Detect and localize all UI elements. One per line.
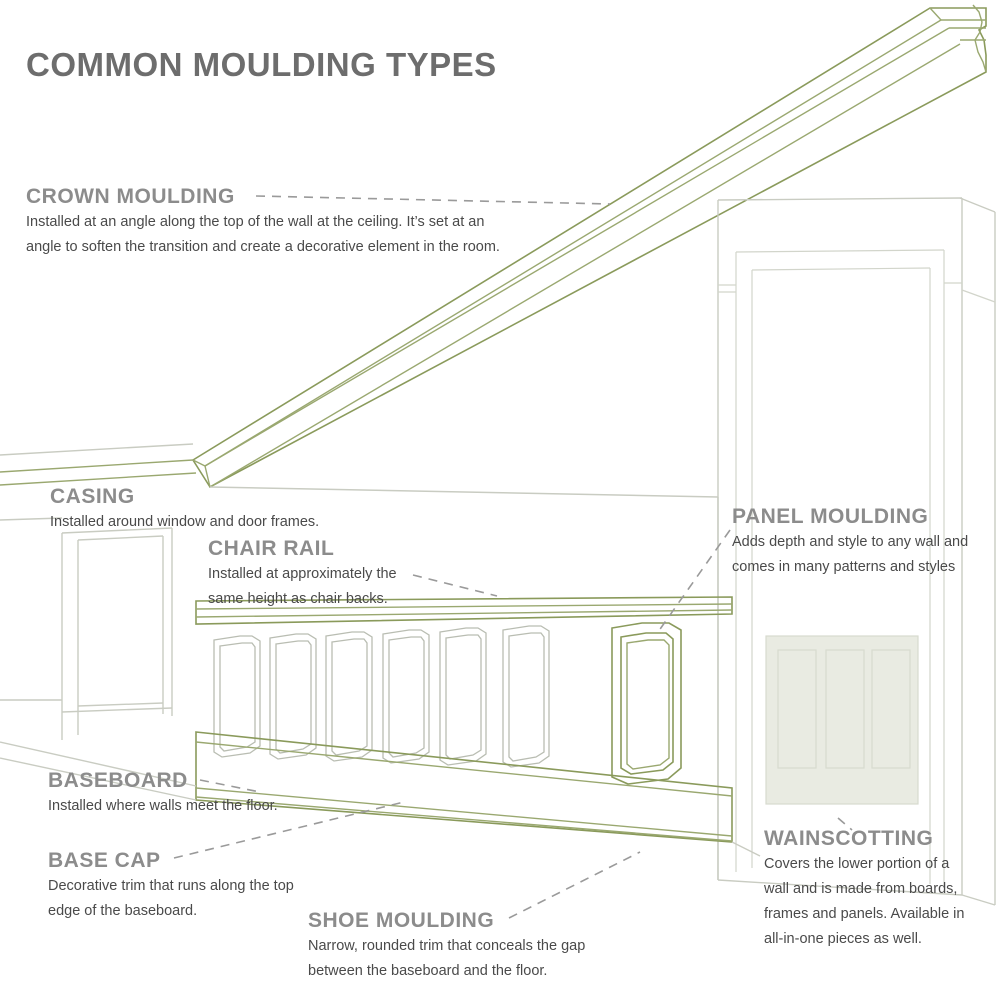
wainscot-panels <box>214 623 681 784</box>
label-baseboard <box>48 768 348 819</box>
label-casing <box>50 484 380 535</box>
label-base-cap <box>48 848 318 924</box>
label-title-wainscotting: WAINSCOTTING <box>764 827 934 850</box>
label-title-shoe-moulding: SHOE MOULDING <box>308 909 495 932</box>
label-title-casing: CASING <box>50 485 135 508</box>
label-body-wainscotting: Covers the lower portion of a wall and is made from boards, frames and panels. Available in all-in-one pieces as well. <box>764 856 965 947</box>
label-title-chair-rail: CHAIR RAIL <box>208 537 335 560</box>
label-title-base-cap: BASE CAP <box>48 849 161 872</box>
label-body-baseboard: Installed where walls meet the floor. <box>48 798 278 814</box>
label-body-crown-moulding: Installed at an angle along the top of the wall at the ceiling. It’s set at an angle to soften the transition and create a decorative element in the room. <box>26 214 500 255</box>
label-wainscotting <box>764 826 984 952</box>
label-title-crown-moulding: CROWN MOULDING <box>26 185 235 208</box>
label-body-panel-moulding: Adds depth and style to any wall and comes in many patterns and styles <box>732 534 969 575</box>
label-body-shoe-moulding: Narrow, rounded trim that conceals the gap between the baseboard and the floor. <box>308 938 586 979</box>
label-panel-moulding <box>732 504 1000 580</box>
wainscot-block <box>766 636 918 804</box>
label-body-chair-rail: Installed at approximately the same height as chair backs. <box>208 566 397 607</box>
label-chair-rail <box>208 536 438 612</box>
label-body-base-cap: Decorative trim that runs along the top edge of the baseboard. <box>48 878 294 919</box>
label-crown-moulding <box>26 184 516 260</box>
label-title-panel-moulding: PANEL MOULDING <box>732 505 929 528</box>
casing-door-frame <box>0 518 172 740</box>
page-title: COMMON MOULDING TYPES <box>26 46 497 83</box>
leader-panel <box>658 530 730 632</box>
ceiling-left <box>0 444 196 485</box>
label-title-baseboard: BASEBOARD <box>48 769 188 792</box>
label-shoe-moulding <box>308 908 648 984</box>
label-body-casing: Installed around window and door frames. <box>50 514 320 530</box>
